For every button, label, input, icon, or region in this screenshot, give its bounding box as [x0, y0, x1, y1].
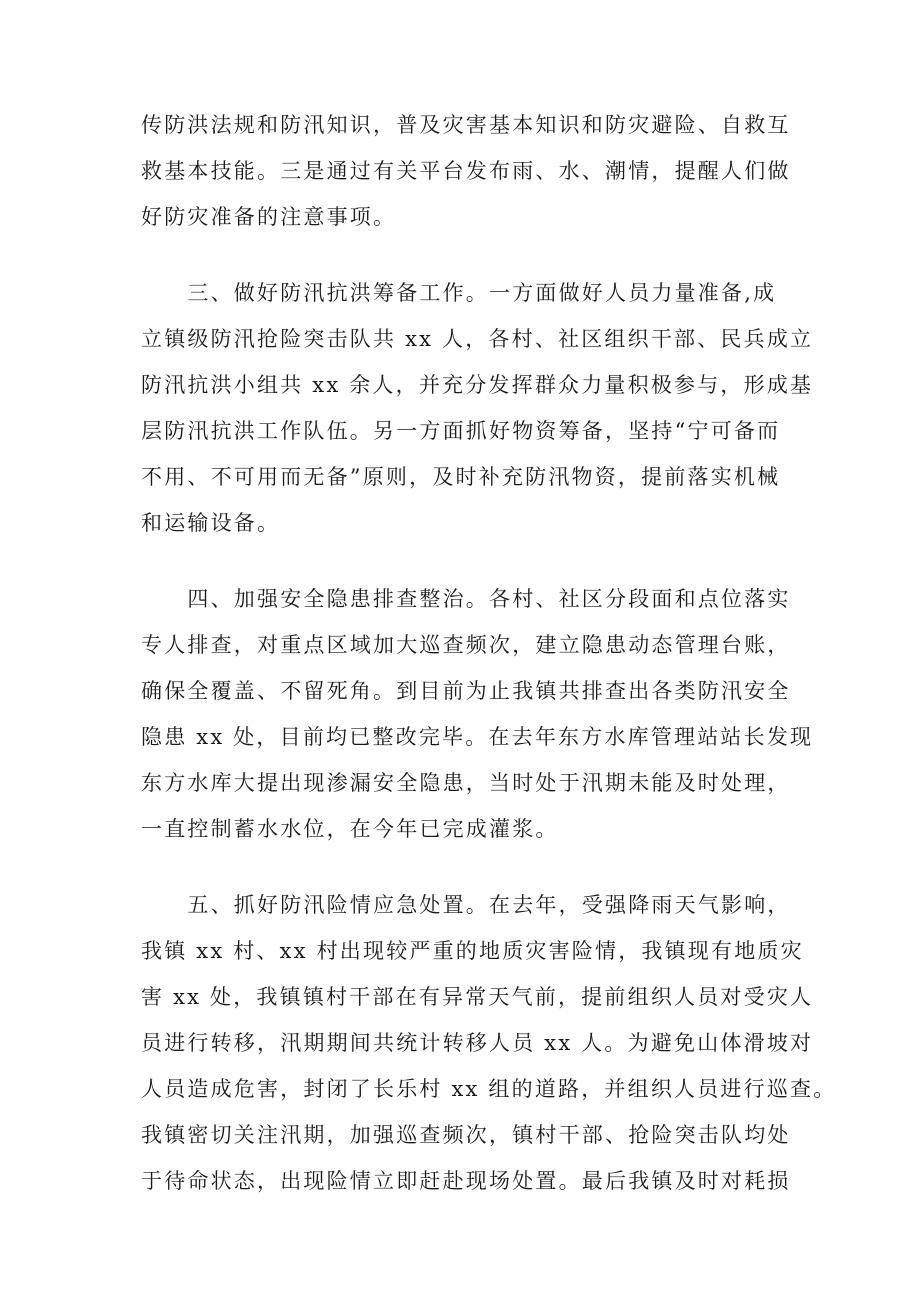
paragraph-section-three — [141, 270, 814, 546]
text-line: 员进行转移，汛期期间共统计转移人员 xx 人。为避免山体滑坡对 — [141, 1031, 814, 1055]
text-line: 三、做好防汛抗洪筹备工作。一方面做好人员力量准备,成 — [141, 281, 777, 305]
paragraph-section-four — [141, 576, 814, 852]
text-line: 不用、不可用而无备”原则，及时补充防汛物资，提前落实机械 — [141, 465, 781, 489]
paragraph-flood-education — [141, 102, 791, 240]
text-line: 救基本技能。三是通过有关平台发布雨、水、潮情，提醒人们做 — [141, 159, 791, 183]
text-line: 害 xx 处，我镇镇村干部在有异常天气前，提前组织人员对受灾人 — [141, 985, 814, 1009]
text-line: 东方水库大提出现渗漏安全隐患，当时处于汛期未能及时处理， — [141, 771, 791, 795]
text-line: 防汛抗洪小组共 xx 余人，并充分发挥群众力量积极参与，形成基 — [141, 373, 814, 397]
paragraph-gap — [141, 546, 781, 576]
text-line: 专人排查，对重点区域加大巡查频次，建立隐患动态管理台账， — [141, 633, 791, 657]
text-line: 确保全覆盖、不留死角。到目前为止我镇共排查出各类防汛安全 — [141, 679, 791, 703]
paragraph-gap — [141, 240, 781, 270]
document-body — [141, 102, 837, 1204]
text-line: 我镇 xx 村、xx 村出现较严重的地质灾害险情，我镇现有地质灾 — [141, 939, 804, 963]
text-line: 我镇密切关注汛期，加强巡查频次，镇村干部、抢险突击队均处 — [141, 1123, 791, 1147]
paragraph-gap — [141, 852, 781, 882]
text-line: 隐患 xx 处，目前均已整改完毕。在去年东方水库管理站站长发现 — [141, 725, 814, 749]
text-line: 一直控制蓄水水位，在今年已完成灌浆。 — [141, 817, 559, 841]
text-line: 层防汛抗洪工作队伍。另一方面抓好物资筹备，坚持“宁可备而 — [141, 419, 781, 443]
text-line: 好防灾准备的注意事项。 — [141, 205, 397, 229]
text-line: 和运输设备。 — [141, 511, 281, 535]
text-line: 四、加强安全隐患排查整治。各村、社区分段面和点位落实 — [141, 587, 791, 611]
text-line: 于待命状态，出现险情立即赶赴现场处置。最后我镇及时对耗损 — [141, 1169, 791, 1193]
text-line: 人员造成危害，封闭了长乐村 xx 组的道路，并组织人员进行巡查。 — [141, 1077, 837, 1101]
text-line: 传防洪法规和防汛知识，普及灾害基本知识和防灾避险、自救互 — [141, 113, 791, 137]
text-line: 五、抓好防汛险情应急处置。在去年，受强降雨天气影响， — [141, 893, 791, 917]
text-line: 立镇级防汛抢险突击队共 xx 人，各村、社区组织干部、民兵成立 — [141, 327, 814, 351]
paragraph-section-five — [141, 882, 837, 1204]
